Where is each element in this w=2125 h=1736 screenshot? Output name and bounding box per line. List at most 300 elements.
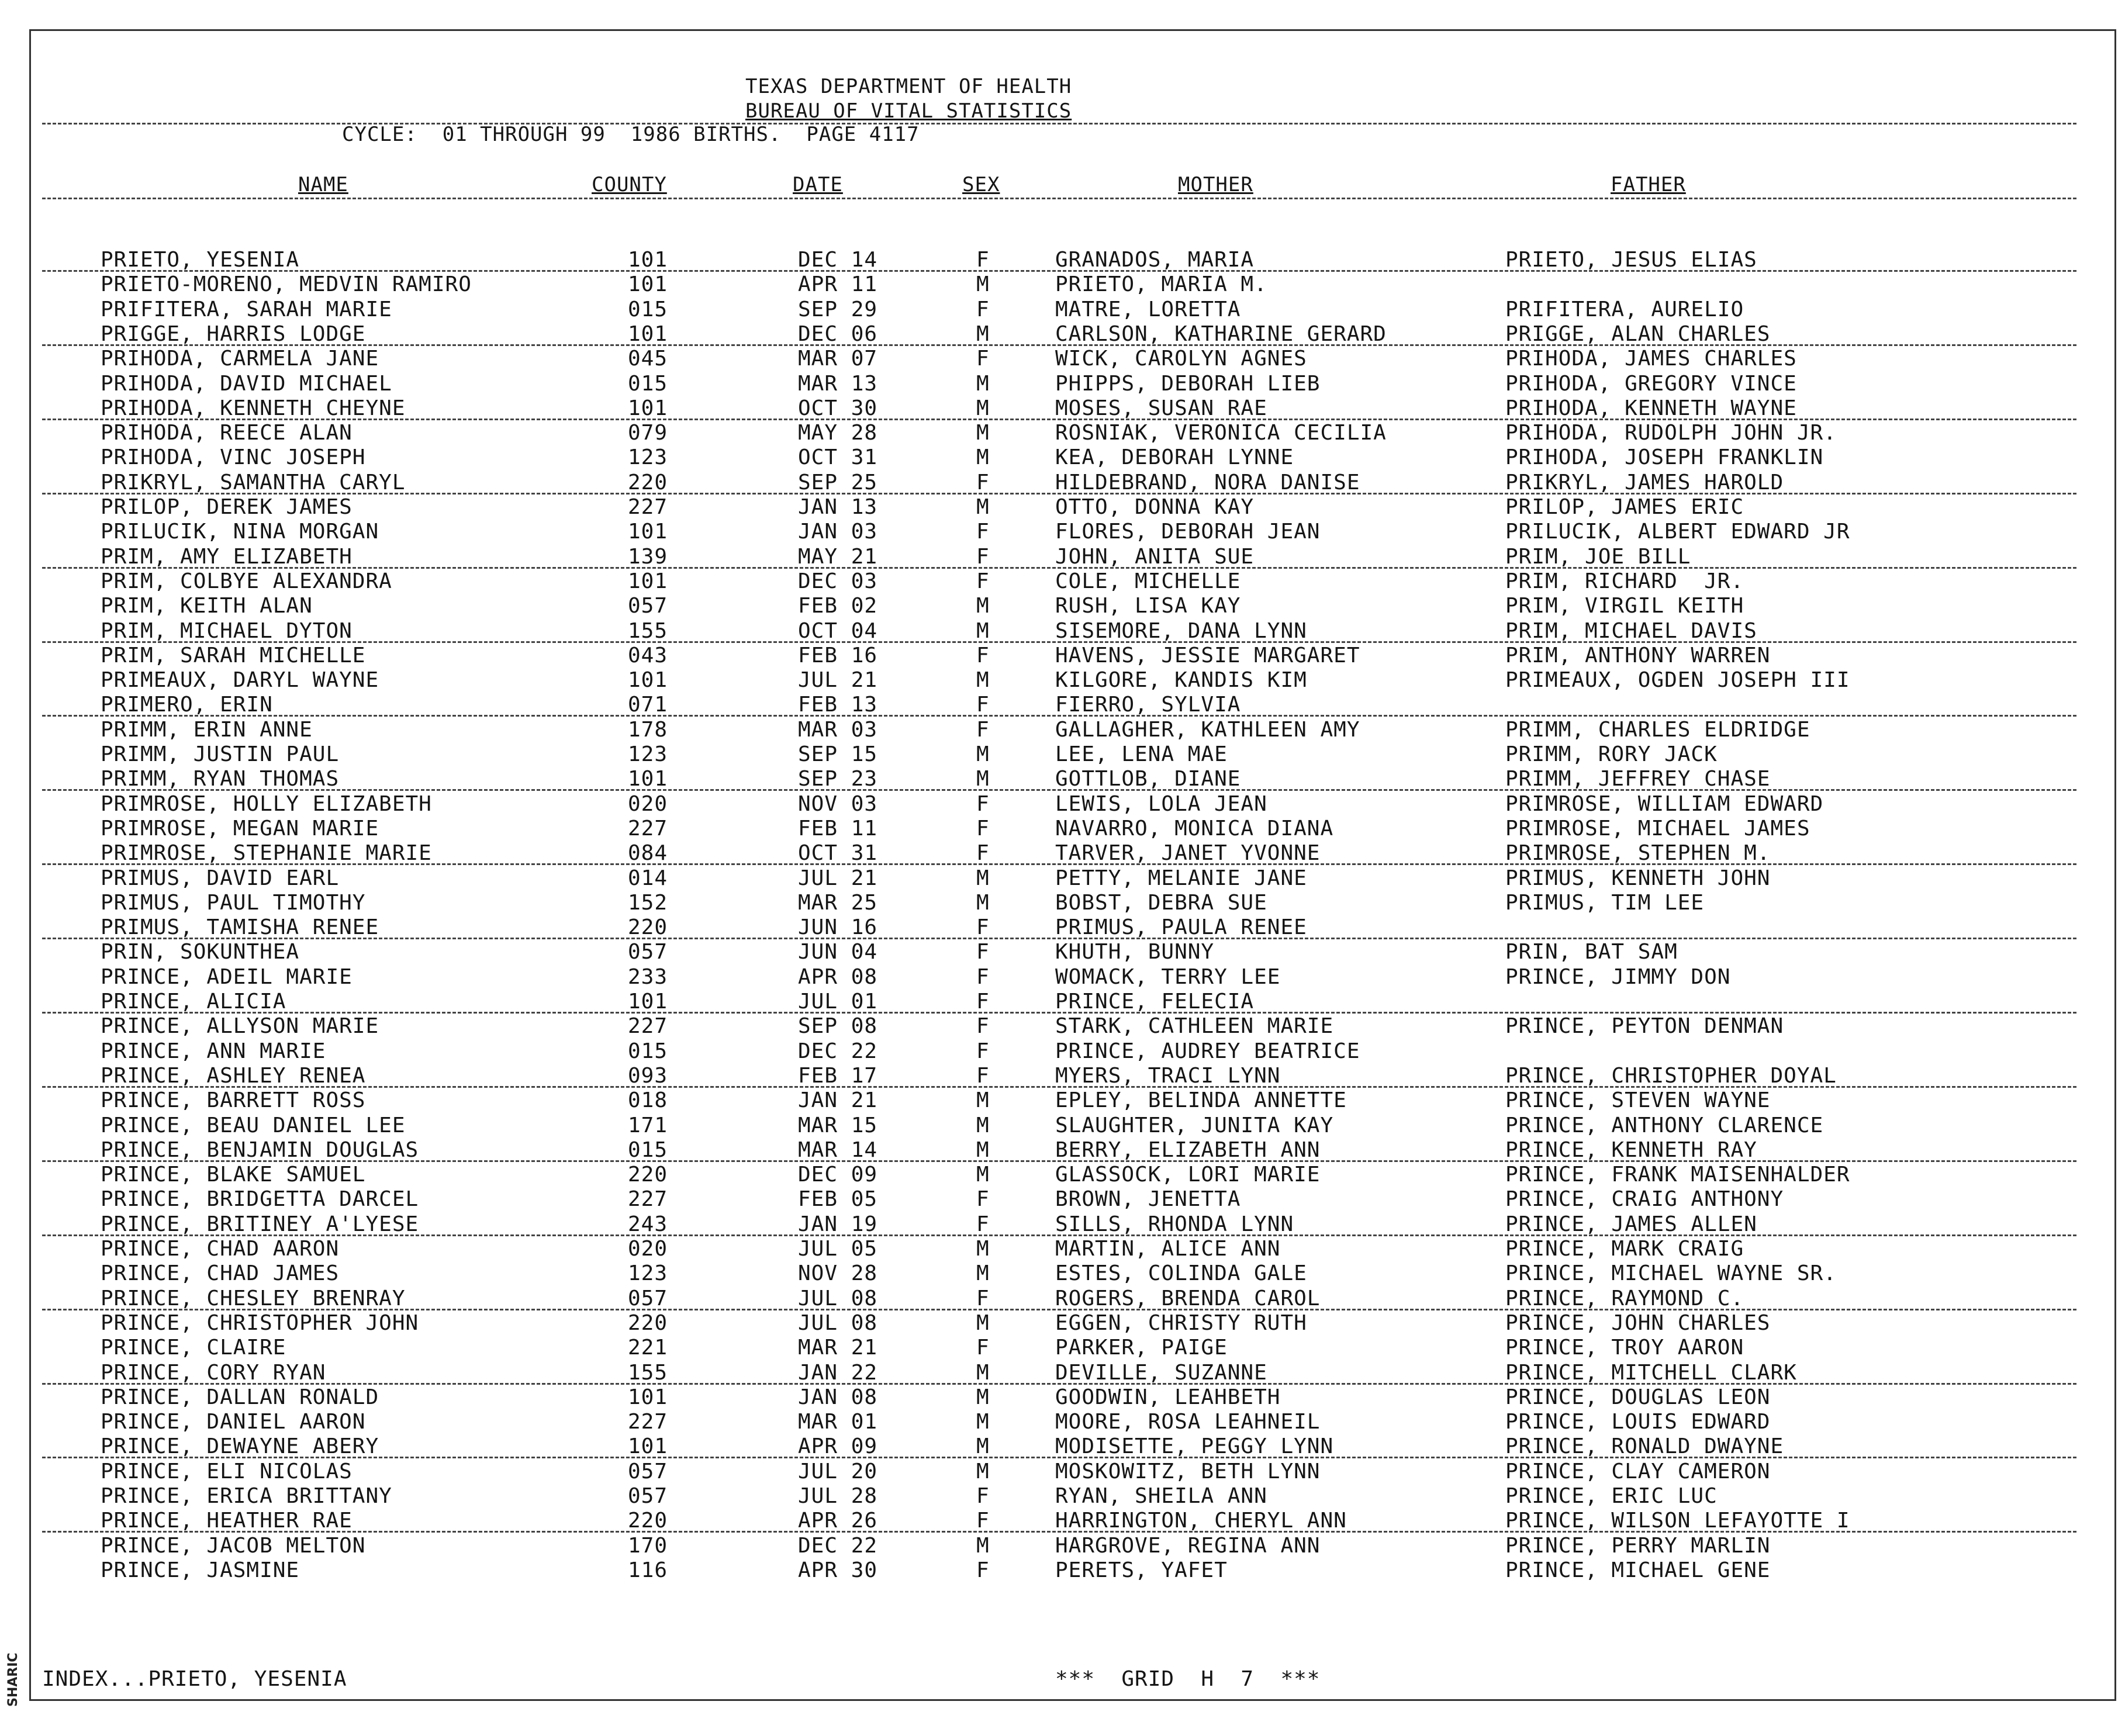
record-father: PRIM, ANTHONY WARREN	[1505, 643, 1771, 668]
record-date: JAN 03	[798, 520, 878, 544]
record-date: MAY 21	[798, 544, 878, 569]
record-sex: F	[976, 1187, 990, 1212]
bureau-title: BUREAU OF VITAL STATISTICS	[745, 99, 1072, 123]
table-row	[0, 1014, 2125, 1039]
record-name: PRIM, KEITH ALAN	[101, 594, 313, 618]
index-footer: INDEX...PRIETO, YESENIA	[42, 1667, 347, 1691]
table-row	[0, 248, 2125, 272]
record-date: DEC 06	[798, 321, 878, 346]
record-mother: PERETS, YAFET	[1055, 1558, 1228, 1582]
record-sex: F	[976, 1014, 990, 1039]
record-sex: M	[976, 890, 990, 915]
record-name: PRIETO, YESENIA	[101, 248, 300, 272]
record-sex: M	[976, 1533, 990, 1558]
table-row	[0, 1261, 2125, 1286]
record-sex: F	[976, 347, 990, 371]
row-group-rule	[42, 938, 2076, 939]
record-date: JUL 21	[798, 866, 878, 890]
row-group-rule	[42, 419, 2076, 420]
record-name: PRIHODA, KENNETH CHEYNE	[101, 396, 406, 420]
record-father: PRINCE, JAMES ALLEN	[1505, 1212, 1757, 1236]
record-name: PRILUCIK, NINA MORGAN	[101, 520, 379, 544]
record-sex: F	[976, 717, 990, 742]
record-mother: HILDEBRAND, NORA DANISE	[1055, 470, 1360, 494]
table-row	[0, 594, 2125, 618]
record-date: SEP 23	[798, 767, 878, 791]
record-county: 057	[628, 594, 668, 618]
record-mother: MOSES, SUSAN RAE	[1055, 396, 1267, 420]
record-father: PRIM, JOE BILL	[1505, 544, 1691, 569]
record-date: JUL 01	[798, 990, 878, 1014]
record-father: PRINCE, DOUGLAS LEON	[1505, 1385, 1771, 1409]
record-date: APR 30	[798, 1558, 878, 1582]
record-father: PRINCE, PEYTON DENMAN	[1505, 1014, 1784, 1039]
table-row	[0, 742, 2125, 767]
record-sex: M	[976, 321, 990, 346]
department-title: TEXAS DEPARTMENT OF HEALTH	[745, 75, 1072, 98]
record-county: 227	[628, 1014, 668, 1039]
record-date: MAR 15	[798, 1113, 878, 1137]
record-county: 123	[628, 445, 668, 470]
record-date: JAN 22	[798, 1360, 878, 1385]
record-mother: EPLEY, BELINDA ANNETTE	[1055, 1088, 1347, 1113]
row-group-rule	[42, 270, 2076, 272]
row-group-rule	[42, 1160, 2076, 1162]
record-county: 043	[628, 643, 668, 668]
record-date: MAR 01	[798, 1410, 878, 1434]
record-county: 116	[628, 1558, 668, 1582]
record-name: PRIMM, RYAN THOMAS	[101, 767, 340, 791]
record-name: PRIHODA, CARMELA JANE	[101, 347, 379, 371]
table-row	[0, 1558, 2125, 1583]
record-date: MAR 14	[798, 1137, 878, 1162]
record-father: PRINCE, CRAIG ANTHONY	[1505, 1187, 1784, 1212]
record-father: PRINCE, JOHN CHARLES	[1505, 1310, 1771, 1335]
record-sex: F	[976, 791, 990, 816]
record-date: JAN 21	[798, 1088, 878, 1113]
record-sex: M	[976, 1261, 990, 1286]
record-father: PRIMROSE, WILLIAM EDWARD	[1505, 791, 1824, 816]
table-row	[0, 1212, 2125, 1237]
table-row	[0, 1113, 2125, 1138]
record-date: APR 11	[798, 272, 878, 297]
record-father: PRINCE, WILSON LEFAYOTTE I	[1505, 1509, 1850, 1533]
record-sex: F	[976, 1039, 990, 1063]
row-group-rule	[42, 1457, 2076, 1458]
record-father: PRINCE, RAYMOND C.	[1505, 1286, 1744, 1310]
record-county: 221	[628, 1336, 668, 1360]
record-sex: M	[976, 1137, 990, 1162]
record-date: JUL 08	[798, 1286, 878, 1310]
table-row	[0, 1336, 2125, 1360]
record-date: NOV 28	[798, 1261, 878, 1286]
record-name: PRIHODA, DAVID MICHAEL	[101, 371, 392, 396]
record-county: 220	[628, 1163, 668, 1187]
record-name: PRIGGE, HARRIS LODGE	[101, 321, 366, 346]
record-mother: SLAUGHTER, JUNITA KAY	[1055, 1113, 1334, 1137]
record-name: PRINCE, ALICIA	[101, 990, 286, 1014]
table-row	[0, 1287, 2125, 1311]
header-rule-bottom	[42, 198, 2076, 199]
record-father: PRINCE, STEVEN WAYNE	[1505, 1088, 1771, 1113]
table-row	[0, 1237, 2125, 1261]
record-county: 015	[628, 1137, 668, 1162]
record-sex: M	[976, 421, 990, 445]
record-mother: WICK, CAROLYN AGNES	[1055, 347, 1307, 371]
record-name: PRINCE, ANN MARIE	[101, 1039, 326, 1063]
record-father: PRIMUS, TIM LEE	[1505, 890, 1705, 915]
record-name: PRIKRYL, SAMANTHA CARYL	[101, 470, 406, 494]
record-mother: MOSKOWITZ, BETH LYNN	[1055, 1459, 1321, 1483]
record-sex: M	[976, 445, 990, 470]
record-name: PRIM, MICHAEL DYTON	[101, 618, 353, 643]
table-row	[0, 1385, 2125, 1410]
record-father: PRINCE, ANTHONY CLARENCE	[1505, 1113, 1824, 1137]
table-row	[0, 322, 2125, 347]
record-county: 220	[628, 1310, 668, 1335]
record-sex: M	[976, 272, 990, 297]
table-row	[0, 298, 2125, 322]
record-name: PRIMUS, DAVID EARL	[101, 866, 340, 890]
record-date: OCT 04	[798, 618, 878, 643]
record-father: PRIGGE, ALAN CHARLES	[1505, 321, 1771, 346]
record-sex: M	[976, 767, 990, 791]
table-row	[0, 915, 2125, 940]
record-county: 018	[628, 1088, 668, 1113]
record-mother: SILLS, RHONDA LYNN	[1055, 1212, 1294, 1236]
table-row	[0, 1484, 2125, 1509]
record-name: PRIM, AMY ELIZABETH	[101, 544, 353, 569]
record-name: PRIM, COLBYE ALEXANDRA	[101, 569, 392, 593]
column-header-father: FATHER	[1611, 173, 1686, 196]
record-date: DEC 09	[798, 1163, 878, 1187]
table-row	[0, 1460, 2125, 1484]
record-name: PRIMROSE, MEGAN MARIE	[101, 816, 379, 841]
record-sex: M	[976, 594, 990, 618]
record-mother: PRIETO, MARIA M.	[1055, 272, 1267, 297]
record-father: PRINCE, MITCHELL CLARK	[1505, 1360, 1797, 1385]
record-mother: GRANADOS, MARIA	[1055, 248, 1255, 272]
record-sex: F	[976, 964, 990, 989]
record-name: PRIMM, JUSTIN PAUL	[101, 742, 340, 766]
record-name: PRINCE, BARRETT ROSS	[101, 1088, 366, 1113]
record-county: 101	[628, 248, 668, 272]
record-father: PRIMM, CHARLES ELDRIDGE	[1505, 717, 1810, 742]
record-father: PRINCE, LOUIS EDWARD	[1505, 1410, 1771, 1434]
record-county: 093	[628, 1063, 668, 1088]
record-mother: GLASSOCK, LORI MARIE	[1055, 1163, 1321, 1187]
record-father: PRIHODA, GREGORY VINCE	[1505, 371, 1797, 396]
table-row	[0, 965, 2125, 990]
record-county: 101	[628, 520, 668, 544]
record-sex: F	[976, 940, 990, 964]
record-father: PRINCE, JIMMY DON	[1505, 964, 1731, 989]
record-date: JAN 08	[798, 1385, 878, 1409]
record-father: PRIHODA, RUDOLPH JOHN JR.	[1505, 421, 1837, 445]
row-group-rule	[42, 1234, 2076, 1236]
record-date: JUN 04	[798, 940, 878, 964]
record-mother: OTTO, DONNA KAY	[1055, 495, 1255, 519]
record-father: PRIMROSE, STEPHEN M.	[1505, 841, 1771, 866]
row-group-rule	[42, 715, 2076, 717]
record-name: PRIMM, ERIN ANNE	[101, 717, 313, 742]
record-father: PRINCE, ERIC LUC	[1505, 1484, 1718, 1508]
record-sex: F	[976, 1063, 990, 1088]
record-father: PRIM, VIRGIL KEITH	[1505, 594, 1744, 618]
record-county: 020	[628, 791, 668, 816]
record-name: PRINCE, JACOB MELTON	[101, 1533, 366, 1558]
row-group-rule	[42, 789, 2076, 791]
record-county: 101	[628, 668, 668, 693]
record-sex: M	[976, 1113, 990, 1137]
record-mother: KHUTH, BUNNY	[1055, 940, 1215, 964]
record-date: FEB 02	[798, 594, 878, 618]
record-father: PRIMM, JEFFREY CHASE	[1505, 767, 1771, 791]
record-sex: F	[976, 1336, 990, 1360]
record-name: PRINCE, ALLYSON MARIE	[101, 1014, 379, 1039]
record-mother: EGGEN, CHRISTY RUTH	[1055, 1310, 1307, 1335]
record-father: PRIMM, RORY JACK	[1505, 742, 1718, 766]
record-sex: F	[976, 1558, 990, 1582]
table-row	[0, 1064, 2125, 1088]
table-row	[0, 693, 2125, 717]
record-county: 084	[628, 841, 668, 866]
record-date: FEB 16	[798, 643, 878, 668]
table-row	[0, 1509, 2125, 1533]
record-date: FEB 11	[798, 816, 878, 841]
record-mother: LEE, LENA MAE	[1055, 742, 1228, 766]
table-row	[0, 1187, 2125, 1212]
row-group-rule	[42, 1383, 2076, 1385]
record-mother: PARKER, PAIGE	[1055, 1336, 1228, 1360]
record-sex: F	[976, 1509, 990, 1533]
record-mother: COLE, MICHELLE	[1055, 569, 1241, 593]
table-row	[0, 1039, 2125, 1064]
record-sex: F	[976, 569, 990, 593]
column-header-name: NAME	[298, 173, 348, 196]
record-father: PRINCE, CHRISTOPHER DOYAL	[1505, 1063, 1837, 1088]
record-name: PRINCE, CHAD AARON	[101, 1237, 340, 1261]
row-group-rule	[42, 1309, 2076, 1310]
column-header-mother: MOTHER	[1178, 173, 1253, 196]
record-sex: F	[976, 693, 990, 717]
record-county: 071	[628, 693, 668, 717]
record-county: 233	[628, 964, 668, 989]
record-sex: M	[976, 495, 990, 519]
record-date: SEP 15	[798, 742, 878, 766]
record-date: JUL 05	[798, 1237, 878, 1261]
record-sex: F	[976, 816, 990, 841]
record-name: PRINCE, DEWAYNE ABERY	[101, 1434, 379, 1459]
record-mother: LEWIS, LOLA JEAN	[1055, 791, 1267, 816]
record-name: PRINCE, BRIDGETTA DARCEL	[101, 1187, 419, 1212]
record-name: PRINCE, JASMINE	[101, 1558, 300, 1582]
record-sex: M	[976, 1237, 990, 1261]
record-mother: FLORES, DEBORAH JEAN	[1055, 520, 1321, 544]
record-sex: M	[976, 371, 990, 396]
row-group-rule	[42, 344, 2076, 346]
record-father: PRIHODA, KENNETH WAYNE	[1505, 396, 1797, 420]
record-county: 123	[628, 1261, 668, 1286]
table-row	[0, 545, 2125, 569]
record-date: APR 26	[798, 1509, 878, 1533]
record-county: 015	[628, 1039, 668, 1063]
record-date: FEB 17	[798, 1063, 878, 1088]
record-date: SEP 25	[798, 470, 878, 494]
record-mother: STARK, CATHLEEN MARIE	[1055, 1014, 1334, 1039]
record-mother: GOTTLOB, DIANE	[1055, 767, 1241, 791]
record-mother: MATRE, LORETTA	[1055, 297, 1241, 321]
record-county: 170	[628, 1533, 668, 1558]
record-sex: M	[976, 1360, 990, 1385]
record-date: APR 08	[798, 964, 878, 989]
record-county: 123	[628, 742, 668, 766]
record-mother: JOHN, ANITA SUE	[1055, 544, 1255, 569]
record-name: PRINCE, HEATHER RAE	[101, 1509, 353, 1533]
record-date: OCT 30	[798, 396, 878, 420]
record-county: 178	[628, 717, 668, 742]
record-date: JAN 19	[798, 1212, 878, 1236]
record-county: 057	[628, 1459, 668, 1483]
record-father: PRINCE, PERRY MARLIN	[1505, 1533, 1771, 1558]
record-mother: GALLAGHER, KATHLEEN AMY	[1055, 717, 1360, 742]
table-row	[0, 272, 2125, 297]
table-row	[0, 866, 2125, 891]
record-county: 171	[628, 1113, 668, 1137]
record-date: MAR 07	[798, 347, 878, 371]
record-county: 152	[628, 890, 668, 915]
record-date: NOV 03	[798, 791, 878, 816]
record-mother: ESTES, COLINDA GALE	[1055, 1261, 1307, 1286]
record-county: 101	[628, 272, 668, 297]
record-father: PRIMEAUX, OGDEN JOSEPH III	[1505, 668, 1850, 693]
row-group-rule	[42, 1086, 2076, 1088]
table-row	[0, 619, 2125, 644]
table-row	[0, 1361, 2125, 1385]
record-date: JUN 16	[798, 915, 878, 940]
record-father: PRIMROSE, MICHAEL JAMES	[1505, 816, 1810, 841]
record-father: PRINCE, TROY AARON	[1505, 1336, 1744, 1360]
record-name: PRINCE, BLAKE SAMUEL	[101, 1163, 366, 1187]
record-county: 101	[628, 1434, 668, 1459]
record-county: 227	[628, 1410, 668, 1434]
record-father: PRIKRYL, JAMES HAROLD	[1505, 470, 1784, 494]
record-mother: HARRINGTON, CHERYL ANN	[1055, 1509, 1347, 1533]
record-mother: KEA, DEBORAH LYNNE	[1055, 445, 1294, 470]
table-row	[0, 471, 2125, 495]
record-mother: MODISETTE, PEGGY LYNN	[1055, 1434, 1334, 1459]
record-county: 101	[628, 321, 668, 346]
record-date: MAR 21	[798, 1336, 878, 1360]
record-sex: F	[976, 841, 990, 866]
table-row	[0, 520, 2125, 544]
table-row	[0, 1138, 2125, 1163]
column-header-date: DATE	[793, 173, 843, 196]
record-mother: MARTIN, ALICE ANN	[1055, 1237, 1281, 1261]
record-name: PRIM, SARAH MICHELLE	[101, 643, 366, 668]
table-row	[0, 445, 2125, 470]
table-row	[0, 1311, 2125, 1336]
row-group-rule	[42, 1531, 2076, 1533]
record-county: 057	[628, 940, 668, 964]
table-row	[0, 668, 2125, 693]
record-date: APR 09	[798, 1434, 878, 1459]
record-county: 079	[628, 421, 668, 445]
table-row	[0, 1410, 2125, 1434]
record-county: 101	[628, 396, 668, 420]
record-sex: M	[976, 1310, 990, 1335]
record-name: PRIHODA, REECE ALAN	[101, 421, 353, 445]
record-date: MAR 25	[798, 890, 878, 915]
record-sex: M	[976, 618, 990, 643]
record-mother: RYAN, SHEILA ANN	[1055, 1484, 1267, 1508]
record-father: PRILUCIK, ALBERT EDWARD JR	[1505, 520, 1850, 544]
record-name: PRIN, SOKUNTHEA	[101, 940, 300, 964]
record-county: 220	[628, 1509, 668, 1533]
record-sex: M	[976, 1459, 990, 1483]
record-date: DEC 22	[798, 1533, 878, 1558]
record-father: PRINCE, MARK CRAIG	[1505, 1237, 1744, 1261]
record-name: PRIMUS, PAUL TIMOTHY	[101, 890, 366, 915]
table-row	[0, 767, 2125, 791]
record-county: 220	[628, 470, 668, 494]
record-mother: WOMACK, TERRY LEE	[1055, 964, 1281, 989]
record-name: PRIMERO, ERIN	[101, 693, 273, 717]
record-date: MAR 13	[798, 371, 878, 396]
record-date: JUL 21	[798, 668, 878, 693]
record-date: FEB 13	[798, 693, 878, 717]
table-row	[0, 792, 2125, 817]
cycle-line: CYCLE: 01 THROUGH 99 1986 BIRTHS. PAGE 4117	[342, 123, 920, 146]
record-name: PRINCE, CHESLEY BRENRAY	[101, 1286, 406, 1310]
record-date: SEP 29	[798, 297, 878, 321]
record-sex: M	[976, 1410, 990, 1434]
record-name: PRINCE, DALLAN RONALD	[101, 1385, 379, 1409]
table-row	[0, 1088, 2125, 1113]
record-father: PRINCE, MICHAEL WAYNE SR.	[1505, 1261, 1837, 1286]
record-mother: PRINCE, AUDREY BEATRICE	[1055, 1039, 1360, 1063]
table-row	[0, 347, 2125, 371]
record-sex: M	[976, 1434, 990, 1459]
record-father: PRINCE, FRANK MAISENHALDER	[1505, 1163, 1850, 1187]
record-date: MAR 03	[798, 717, 878, 742]
record-county: 227	[628, 816, 668, 841]
record-county: 020	[628, 1237, 668, 1261]
record-father: PRIHODA, JAMES CHARLES	[1505, 347, 1797, 371]
table-row	[0, 1434, 2125, 1459]
row-group-rule	[42, 863, 2076, 865]
record-date: MAY 28	[798, 421, 878, 445]
record-mother: MYERS, TRACI LYNN	[1055, 1063, 1281, 1088]
record-county: 227	[628, 1187, 668, 1212]
table-row	[0, 372, 2125, 396]
record-father: PRIETO, JESUS ELIAS	[1505, 248, 1757, 272]
record-county: 101	[628, 1385, 668, 1409]
record-name: PRINCE, BRITINEY A'LYESE	[101, 1212, 419, 1236]
column-header-county: COUNTY	[592, 173, 667, 196]
row-group-rule	[42, 493, 2076, 494]
record-mother: BERRY, ELIZABETH ANN	[1055, 1137, 1321, 1162]
table-row	[0, 940, 2125, 964]
record-sex: M	[976, 1163, 990, 1187]
record-name: PRIFITERA, SARAH MARIE	[101, 297, 392, 321]
column-header-sex: SEX	[962, 173, 1000, 196]
record-date: DEC 03	[798, 569, 878, 593]
record-father: PRIMUS, KENNETH JOHN	[1505, 866, 1771, 890]
record-mother: GOODWIN, LEAHBETH	[1055, 1385, 1281, 1409]
record-name: PRINCE, ERICA BRITTANY	[101, 1484, 392, 1508]
record-name: PRINCE, BENJAMIN DOUGLAS	[101, 1137, 419, 1162]
